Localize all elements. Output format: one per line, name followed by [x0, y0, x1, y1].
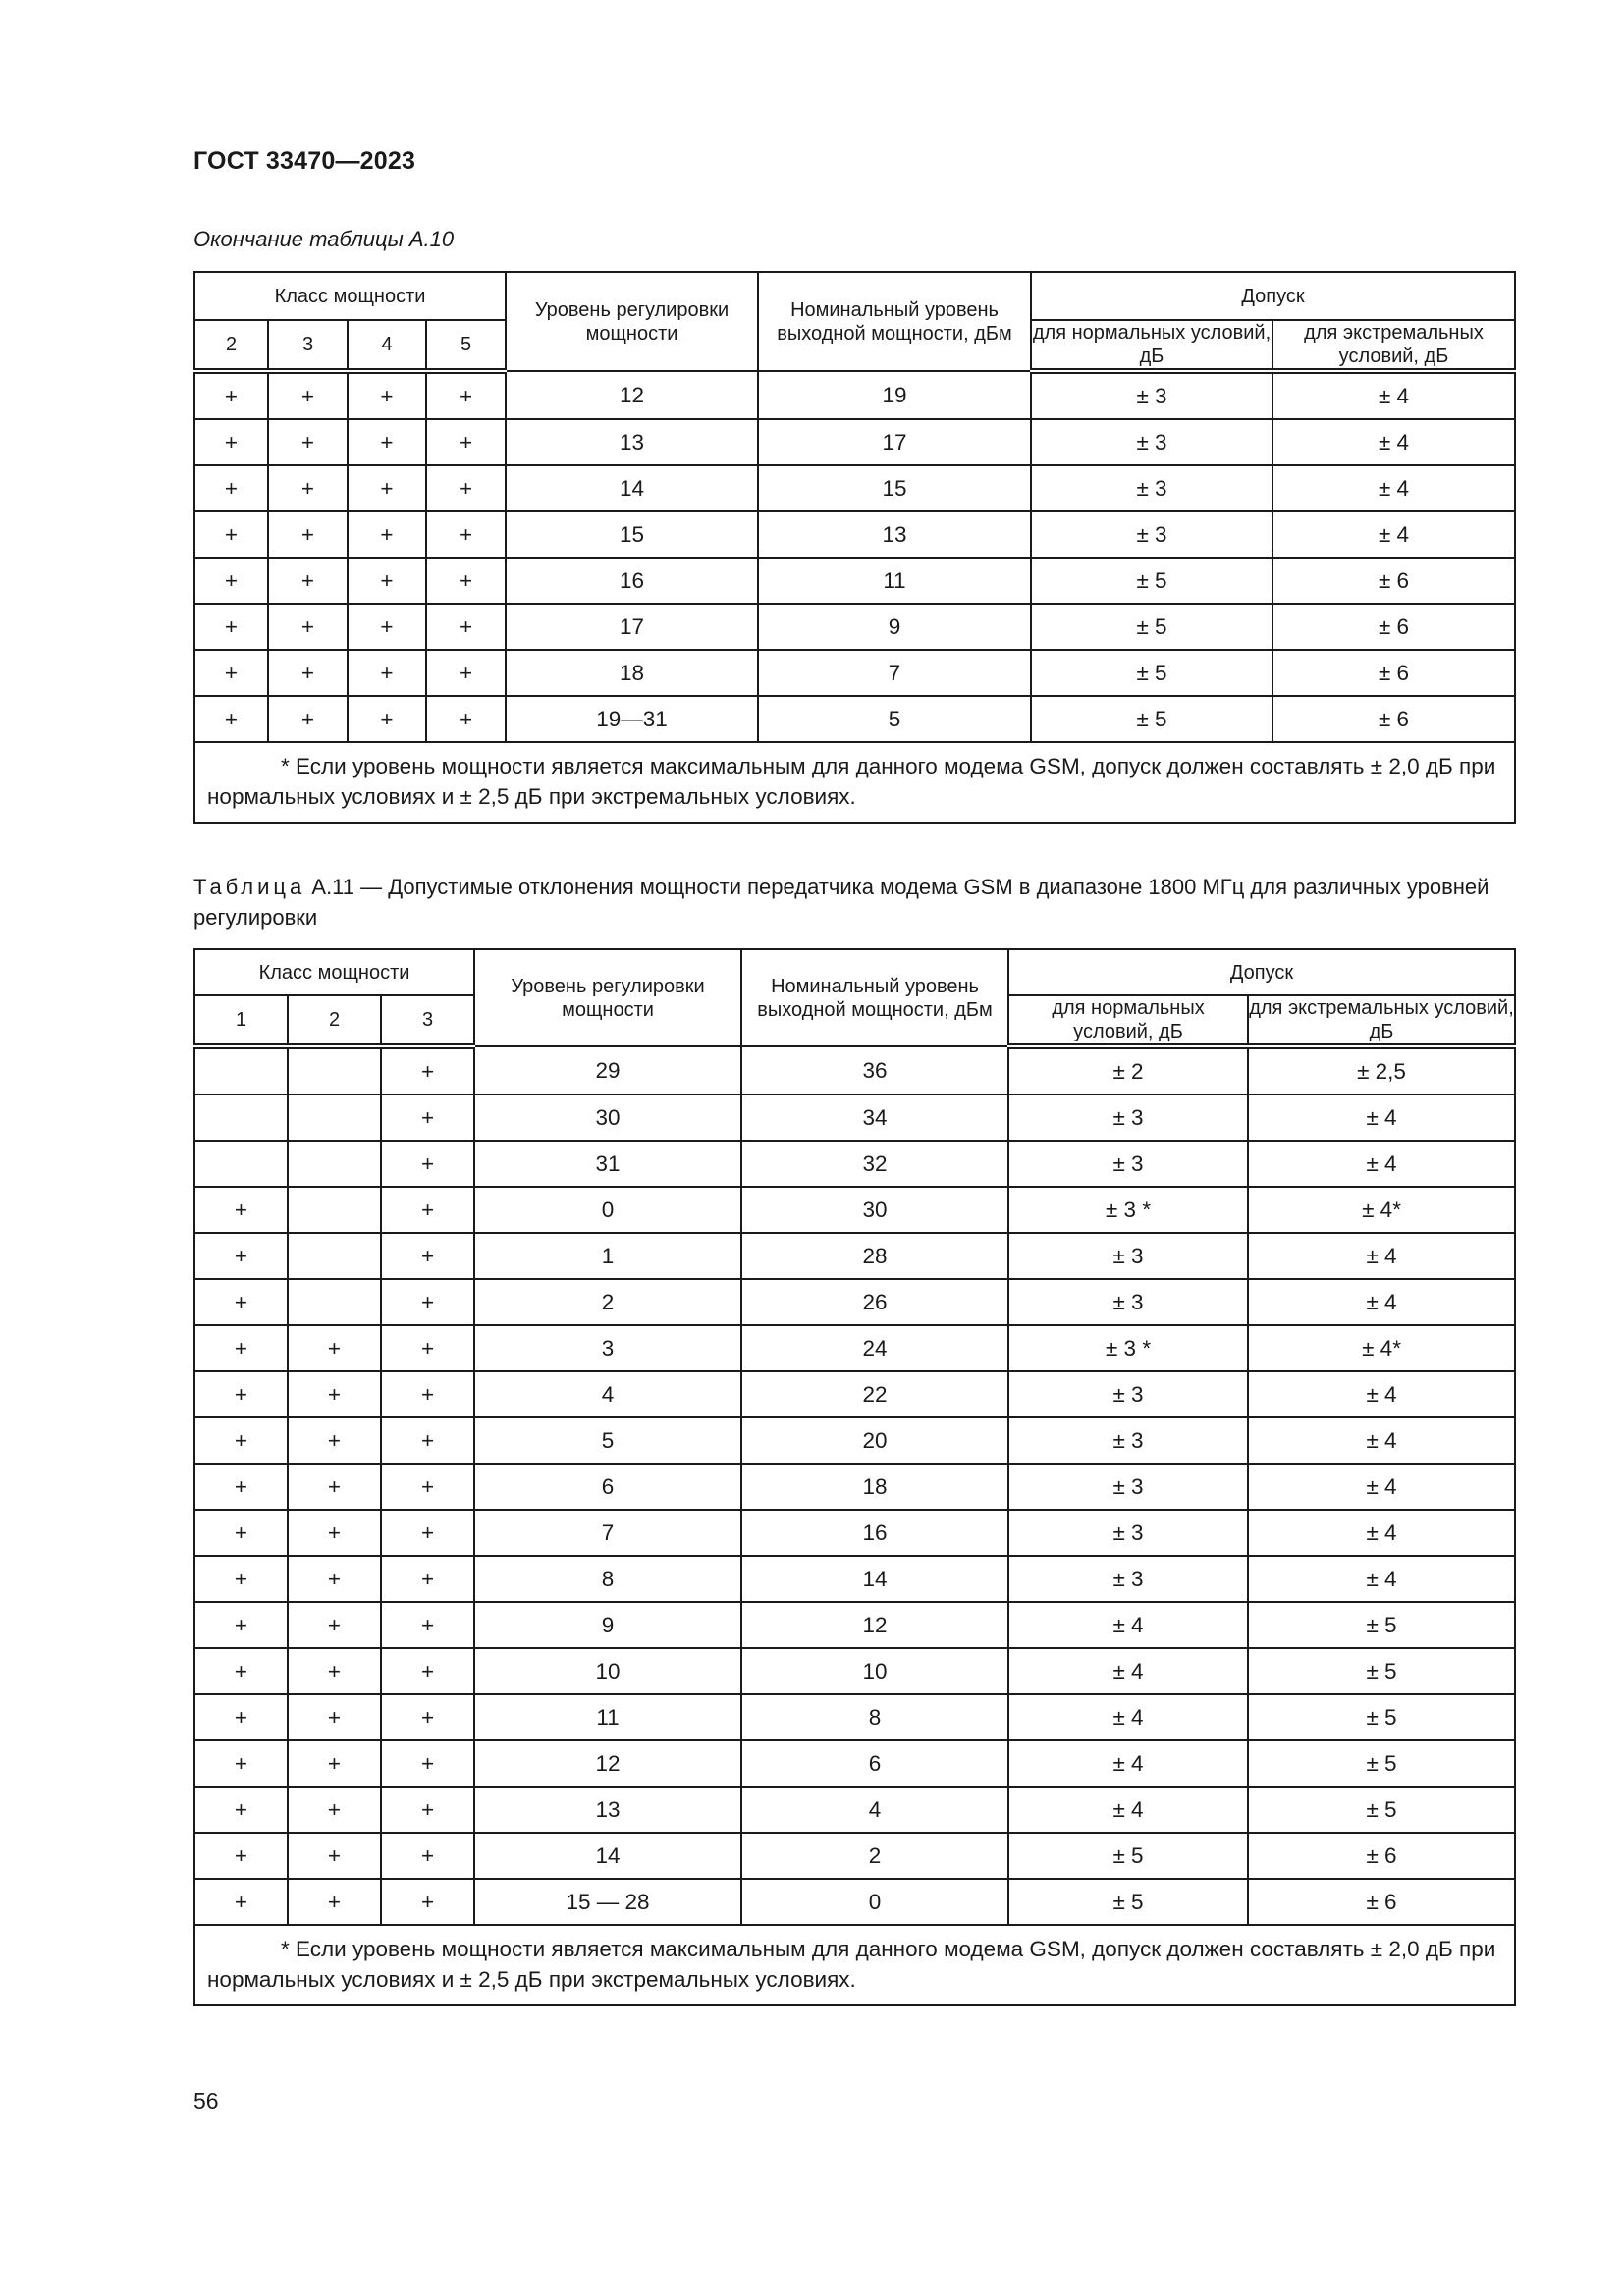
table-cell: +: [194, 1279, 288, 1325]
table-a10-header-tolerance: Допуск: [1031, 272, 1515, 320]
table-cell: +: [426, 511, 506, 558]
table-cell: +: [194, 1694, 288, 1740]
table-cell: +: [194, 1648, 288, 1694]
document-header: ГОСТ 33470—2023: [193, 147, 416, 175]
table-cell: +: [381, 1325, 474, 1371]
table-cell: [194, 1095, 288, 1141]
table-cell: +: [194, 1787, 288, 1833]
table-cell: 0: [474, 1187, 741, 1233]
table-cell: 18: [506, 650, 758, 696]
table-cell: 6: [474, 1464, 741, 1510]
table-cell: 20: [741, 1417, 1008, 1464]
table-row: [194, 1694, 1515, 1740]
table-cell: ± 4: [1248, 1510, 1515, 1556]
table-a11-header-class-3: 3: [381, 995, 474, 1046]
table-cell: ± 5: [1031, 696, 1272, 742]
table-cell: [288, 1187, 381, 1233]
table-cell: 13: [506, 419, 758, 465]
table-row: [194, 604, 1515, 650]
table-a11-header-class-2: 2: [288, 995, 381, 1046]
table-a11-title: [193, 872, 1514, 933]
table-cell: +: [194, 558, 268, 604]
table-row: [194, 1648, 1515, 1694]
table-cell: +: [348, 419, 426, 465]
table-row: [194, 1510, 1515, 1556]
table-cell: ± 6: [1272, 650, 1515, 696]
table-cell: 29: [474, 1046, 741, 1095]
table-cell: +: [288, 1833, 381, 1879]
table-cell: ± 5: [1248, 1648, 1515, 1694]
table-cell: ± 3: [1008, 1095, 1248, 1141]
table-cell: +: [426, 465, 506, 511]
table-cell: 8: [741, 1694, 1008, 1740]
table-cell: 6: [741, 1740, 1008, 1787]
table-cell: +: [426, 371, 506, 419]
table-row: [194, 1279, 1515, 1325]
table-row: [194, 1371, 1515, 1417]
table-cell: ± 3: [1031, 419, 1272, 465]
table-cell: +: [288, 1325, 381, 1371]
table-cell: 34: [741, 1095, 1008, 1141]
table-a10: [193, 271, 1516, 824]
table-cell: +: [426, 696, 506, 742]
table-cell: 5: [758, 696, 1031, 742]
table-row: [194, 1787, 1515, 1833]
table-cell: 16: [741, 1510, 1008, 1556]
table-cell: +: [288, 1510, 381, 1556]
table-a11-header-extreme: для экстремальных условий, дБ: [1248, 995, 1515, 1046]
table-cell: 3: [474, 1325, 741, 1371]
table-cell: +: [348, 604, 426, 650]
table-cell: +: [194, 650, 268, 696]
table-cell: +: [348, 511, 426, 558]
table-a11-header-normal: для нормальных условий, дБ: [1008, 995, 1248, 1046]
table-cell: +: [348, 371, 426, 419]
table-cell: ± 4: [1272, 465, 1515, 511]
table-cell: 12: [506, 371, 758, 419]
table-cell: 13: [758, 511, 1031, 558]
table-cell: ± 4*: [1248, 1325, 1515, 1371]
table-cell: +: [381, 1046, 474, 1095]
table-cell: +: [426, 419, 506, 465]
table-row: [194, 371, 1515, 419]
table-cell: ± 4: [1008, 1787, 1248, 1833]
table-cell: ± 2: [1008, 1046, 1248, 1095]
table-cell: +: [381, 1556, 474, 1602]
table-a10-header-power-class: Класс мощности: [194, 272, 506, 320]
table-cell: ± 5: [1248, 1787, 1515, 1833]
table-cell: ± 4: [1248, 1279, 1515, 1325]
table-cell: 19: [758, 371, 1031, 419]
table-cell: +: [426, 650, 506, 696]
table-cell: +: [268, 371, 348, 419]
table-cell: ± 3: [1008, 1279, 1248, 1325]
table-a10-body: [194, 371, 1515, 742]
table-cell: 19—31: [506, 696, 758, 742]
table-cell: +: [381, 1602, 474, 1648]
table-cell: ± 4: [1248, 1556, 1515, 1602]
table-row: [194, 696, 1515, 742]
table-cell: +: [381, 1787, 474, 1833]
table-a10-header-class-2: 2: [194, 320, 268, 371]
table-cell: ± 3: [1031, 465, 1272, 511]
table-cell: [288, 1095, 381, 1141]
table-a11-body: [194, 1046, 1515, 1925]
table-cell: 9: [474, 1602, 741, 1648]
table-a11-header-tolerance: Допуск: [1008, 949, 1515, 995]
table-cell: +: [348, 696, 426, 742]
table-cell: ± 3 *: [1008, 1325, 1248, 1371]
table-cell: ± 4: [1008, 1648, 1248, 1694]
table-cell: +: [194, 419, 268, 465]
table-row: [194, 1325, 1515, 1371]
table-cell: +: [381, 1141, 474, 1187]
table-cell: +: [194, 1325, 288, 1371]
table-cell: ± 6: [1272, 696, 1515, 742]
table-cell: 14: [506, 465, 758, 511]
table-cell: 30: [474, 1095, 741, 1141]
table-cell: +: [268, 696, 348, 742]
table-cell: 26: [741, 1279, 1008, 1325]
table-cell: +: [381, 1464, 474, 1510]
table-row: [194, 650, 1515, 696]
table-cell: +: [381, 1740, 474, 1787]
table-cell: +: [194, 1464, 288, 1510]
table-a11-header-power-class: Класс мощности: [194, 949, 474, 995]
table-cell: ± 4: [1248, 1371, 1515, 1417]
table-cell: +: [381, 1417, 474, 1464]
table-row: [194, 465, 1515, 511]
table-cell: 30: [741, 1187, 1008, 1233]
table-cell: +: [194, 1187, 288, 1233]
table-cell: 5: [474, 1417, 741, 1464]
table-cell: 12: [474, 1740, 741, 1787]
table-a10-header-normal: для нормальных условий, дБ: [1031, 320, 1272, 371]
table-cell: ± 5: [1031, 650, 1272, 696]
table-cell: ± 5: [1248, 1694, 1515, 1740]
table-row: [194, 1095, 1515, 1141]
table-a10-header-class-4: 4: [348, 320, 426, 371]
table-cell: 18: [741, 1464, 1008, 1510]
table-cell: ± 4: [1008, 1740, 1248, 1787]
table-a10-note: * Если уровень мощности является максимальным для данного модема GSM, допуск должен составлять ± 2,0 дБ при нормальных условиях и ± 2,5 дБ при экстремальных условиях.: [207, 754, 1496, 809]
table-cell: +: [381, 1371, 474, 1417]
table-cell: ± 3: [1031, 511, 1272, 558]
table-cell: +: [194, 1233, 288, 1279]
table-cell: ± 5: [1008, 1833, 1248, 1879]
table-a10-note-cell: [194, 742, 1515, 823]
table-cell: +: [381, 1095, 474, 1141]
table-cell: +: [348, 465, 426, 511]
table-cell: +: [194, 1879, 288, 1925]
table-a10-header-class-3: 3: [268, 320, 348, 371]
table-row: [194, 1740, 1515, 1787]
table-cell: +: [381, 1187, 474, 1233]
table-a10-continuation-caption: Окончание таблицы А.10: [193, 227, 455, 251]
table-cell: +: [381, 1648, 474, 1694]
table-cell: ± 4: [1272, 371, 1515, 419]
table-cell: +: [348, 558, 426, 604]
table-cell: ± 4: [1248, 1095, 1515, 1141]
table-a11-header-control-level: Уровень регулировки мощности: [474, 949, 741, 1046]
table-cell: +: [381, 1233, 474, 1279]
table-cell: ± 4: [1248, 1417, 1515, 1464]
table-cell: 0: [741, 1879, 1008, 1925]
table-row: [194, 1187, 1515, 1233]
table-cell: +: [288, 1556, 381, 1602]
table-cell: ± 3: [1008, 1510, 1248, 1556]
table-cell: [194, 1141, 288, 1187]
table-cell: +: [381, 1510, 474, 1556]
table-cell: +: [194, 511, 268, 558]
table-cell: ± 5: [1248, 1602, 1515, 1648]
table-cell: +: [194, 371, 268, 419]
table-cell: 36: [741, 1046, 1008, 1095]
table-cell: 22: [741, 1371, 1008, 1417]
table-cell: ± 3: [1008, 1417, 1248, 1464]
table-cell: ± 3: [1008, 1556, 1248, 1602]
table-cell: 24: [741, 1325, 1008, 1371]
table-cell: 14: [741, 1556, 1008, 1602]
table-row: [194, 1141, 1515, 1187]
table-row: [194, 558, 1515, 604]
table-cell: 4: [474, 1371, 741, 1417]
table-cell: +: [268, 511, 348, 558]
table-cell: 15: [758, 465, 1031, 511]
table-cell: 9: [758, 604, 1031, 650]
table-cell: 15: [506, 511, 758, 558]
table-cell: ± 4: [1248, 1233, 1515, 1279]
table-a10-header-class-5: 5: [426, 320, 506, 371]
table-cell: +: [268, 604, 348, 650]
table-cell: +: [426, 604, 506, 650]
table-a11-header-class-1: 1: [194, 995, 288, 1046]
table-cell: ± 3: [1008, 1233, 1248, 1279]
table-cell: +: [268, 419, 348, 465]
table-a10-header-nominal-level: Номинальный уровень выходной мощности, дБм: [758, 272, 1031, 371]
table-cell: +: [381, 1279, 474, 1325]
table-cell: +: [426, 558, 506, 604]
table-a11-note-cell: [194, 1925, 1515, 2005]
table-row: [194, 511, 1515, 558]
table-cell: ± 6: [1248, 1833, 1515, 1879]
table-cell: ± 4: [1008, 1694, 1248, 1740]
table-row: [194, 1879, 1515, 1925]
table-cell: 32: [741, 1141, 1008, 1187]
table-cell: +: [268, 558, 348, 604]
table-row: [194, 1046, 1515, 1095]
table-cell: ± 3 *: [1008, 1187, 1248, 1233]
table-cell: +: [194, 1371, 288, 1417]
table-cell: ± 6: [1272, 558, 1515, 604]
table-cell: [288, 1279, 381, 1325]
table-cell: 15 — 28: [474, 1879, 741, 1925]
table-cell: +: [194, 1740, 288, 1787]
table-a11: [193, 948, 1516, 2006]
table-cell: 28: [741, 1233, 1008, 1279]
table-cell: [288, 1233, 381, 1279]
table-a10-header-control-level: Уровень регулировки мощности: [506, 272, 758, 371]
table-row: [194, 1833, 1515, 1879]
table-cell: +: [194, 465, 268, 511]
table-cell: +: [381, 1694, 474, 1740]
table-cell: +: [194, 1556, 288, 1602]
table-cell: ± 4*: [1248, 1187, 1515, 1233]
table-cell: 16: [506, 558, 758, 604]
table-cell: 11: [758, 558, 1031, 604]
table-cell: 8: [474, 1556, 741, 1602]
table-cell: +: [288, 1879, 381, 1925]
table-cell: ± 2,5: [1248, 1046, 1515, 1095]
table-cell: +: [194, 1417, 288, 1464]
table-cell: +: [288, 1740, 381, 1787]
table-a10-header-extreme: для экстремальных условий, дБ: [1272, 320, 1515, 371]
table-row: [194, 1233, 1515, 1279]
table-cell: ± 3: [1008, 1464, 1248, 1510]
table-cell: ± 5: [1248, 1740, 1515, 1787]
table-cell: ± 3: [1031, 371, 1272, 419]
table-cell: +: [288, 1694, 381, 1740]
table-cell: ± 5: [1031, 558, 1272, 604]
table-a11-header-nominal-level: Номинальный уровень выходной мощности, дБм: [741, 949, 1008, 1046]
table-cell: +: [268, 650, 348, 696]
table-cell: +: [288, 1648, 381, 1694]
table-cell: +: [194, 696, 268, 742]
page-number: 56: [193, 2088, 219, 2113]
table-cell: +: [288, 1602, 381, 1648]
table-cell: +: [194, 1602, 288, 1648]
table-cell: 31: [474, 1141, 741, 1187]
table-cell: [288, 1141, 381, 1187]
table-cell: 4: [741, 1787, 1008, 1833]
table-cell: 2: [474, 1279, 741, 1325]
table-cell: ± 4: [1248, 1141, 1515, 1187]
table-cell: +: [194, 604, 268, 650]
table-cell: +: [288, 1371, 381, 1417]
table-cell: 17: [506, 604, 758, 650]
table-row: [194, 1602, 1515, 1648]
table-cell: 13: [474, 1787, 741, 1833]
table-cell: [194, 1046, 288, 1095]
table-cell: ± 5: [1031, 604, 1272, 650]
table-cell: 17: [758, 419, 1031, 465]
table-cell: 14: [474, 1833, 741, 1879]
table-cell: ± 5: [1008, 1879, 1248, 1925]
table-cell: 1: [474, 1233, 741, 1279]
table-row: [194, 1556, 1515, 1602]
table-cell: 11: [474, 1694, 741, 1740]
table-a11-note: * Если уровень мощности является максимальным для данного модема GSM, допуск должен составлять ± 2,0 дБ при нормальных условиях и ± 2,5 дБ при экстремальных условиях.: [207, 1937, 1496, 1992]
table-cell: +: [348, 650, 426, 696]
table-cell: 7: [758, 650, 1031, 696]
table-cell: +: [194, 1833, 288, 1879]
table-cell: ± 6: [1272, 604, 1515, 650]
table-cell: ± 4: [1272, 511, 1515, 558]
table-cell: +: [194, 1510, 288, 1556]
table-cell: +: [268, 465, 348, 511]
table-cell: [288, 1046, 381, 1095]
table-cell: ± 3: [1008, 1371, 1248, 1417]
table-a11-title-word: Таблица: [193, 875, 306, 899]
table-cell: ± 4: [1272, 419, 1515, 465]
table-row: [194, 1417, 1515, 1464]
table-cell: 10: [474, 1648, 741, 1694]
table-cell: ± 3: [1008, 1141, 1248, 1187]
table-cell: 10: [741, 1648, 1008, 1694]
table-cell: ± 4: [1248, 1464, 1515, 1510]
table-cell: ± 6: [1248, 1879, 1515, 1925]
table-cell: ± 4: [1008, 1602, 1248, 1648]
table-cell: 2: [741, 1833, 1008, 1879]
table-cell: +: [381, 1879, 474, 1925]
table-cell: +: [288, 1787, 381, 1833]
table-cell: +: [288, 1464, 381, 1510]
table-cell: 12: [741, 1602, 1008, 1648]
table-row: [194, 1464, 1515, 1510]
table-cell: +: [288, 1417, 381, 1464]
table-cell: +: [381, 1833, 474, 1879]
table-a11-title-text: А.11 — Допустимые отклонения мощности передатчика модема GSM в диапазоне 1800 МГц для различных уровней регулировки: [193, 875, 1489, 930]
table-row: [194, 419, 1515, 465]
table-cell: 7: [474, 1510, 741, 1556]
